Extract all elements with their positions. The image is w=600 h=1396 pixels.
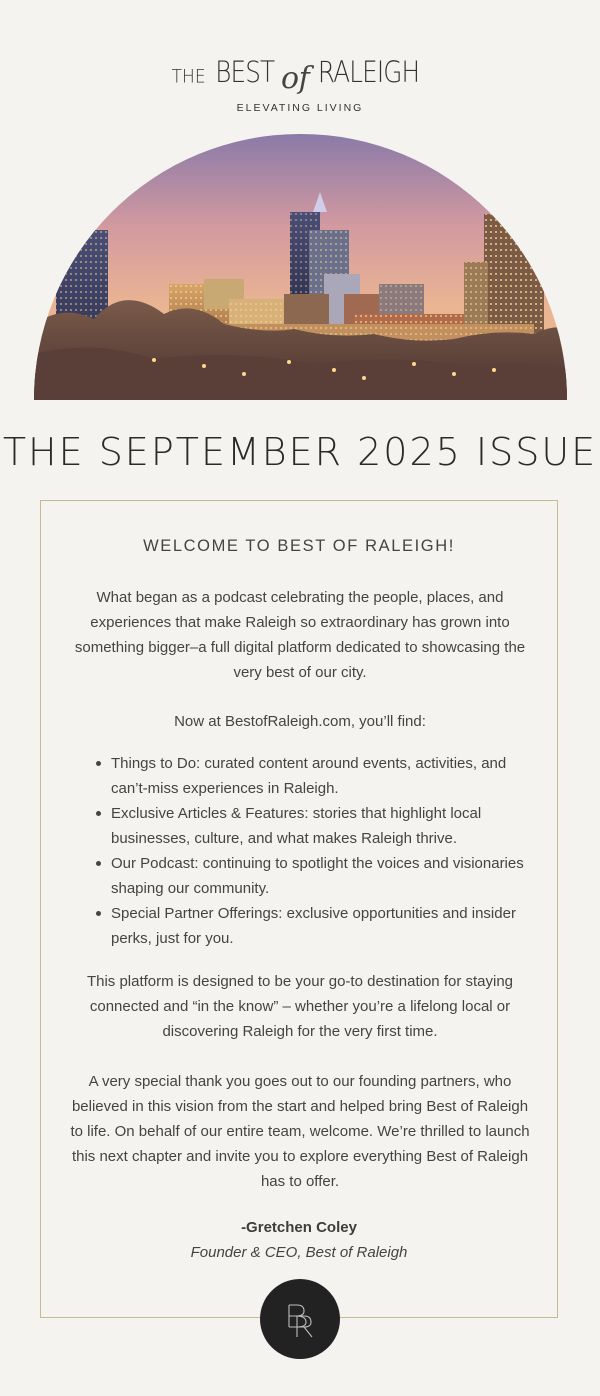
logo-of: of [281, 61, 310, 96]
letter-thanks: A very special thank you goes out to our founding partners, who believed in this vision from the start and helped bring Best of Raleigh to life. On behalf of our entire team, welcome. We’re thrilled to launch this next chapter and invite you to explore everything Best of Raleigh has to offer. [70, 1073, 530, 1190]
feature-item-articles: Exclusive Articles & Features: stories that highlight local businesses, culture, and what makes Raleigh thrive. [93, 801, 533, 851]
logo-raleigh: RALEIGH [318, 55, 420, 89]
hero-skyline-image [34, 134, 567, 400]
monogram-badge [260, 1279, 340, 1359]
letter-platform: This platform is designed to be your go-to destination for staying connected and “in the know” – whether you’re a lifelong local or discovering Raleigh for the very first time. [86, 973, 514, 1040]
features-list [93, 751, 533, 951]
brand-logo[interactable] [0, 52, 600, 114]
issue-title: THE SEPTEMBER 2025 ISSUE [2, 430, 598, 474]
signature-name: -Gretchen Coley [241, 1219, 357, 1236]
br-monogram-icon [280, 1299, 320, 1339]
logo-the: THE [171, 66, 206, 88]
feature-item-podcast: Our Podcast: continuing to spotlight the voices and visionaries shaping our community. [93, 851, 533, 901]
skyline-illustration [34, 134, 567, 400]
logo-tagline: ELEVATING LIVING [236, 102, 364, 114]
logo-best: BEST [214, 55, 274, 89]
letter-heading: WELCOME TO BEST OF RALEIGH! [143, 537, 455, 555]
letter-intro: What began as a podcast celebrating the people, places, and experiences that make Raleigh so extraordinary has grown into something bigger–a full digital platform dedicated to showcasing the very best of our city. [74, 589, 526, 681]
feature-item-things-to-do: Things to Do: curated content around events, activities, and can’t-miss experiences in Raleigh. [93, 751, 533, 801]
feature-item-partner-offerings: Special Partner Offerings: exclusive opportunities and insider perks, just for you. [93, 901, 533, 951]
letter-lead-in: Now at BestofRaleigh.com, you’ll find: [174, 713, 426, 730]
welcome-letter-card [40, 500, 558, 1318]
logo-wordmark [0, 52, 600, 94]
signature-role: Founder & CEO, Best of Raleigh [190, 1244, 408, 1261]
